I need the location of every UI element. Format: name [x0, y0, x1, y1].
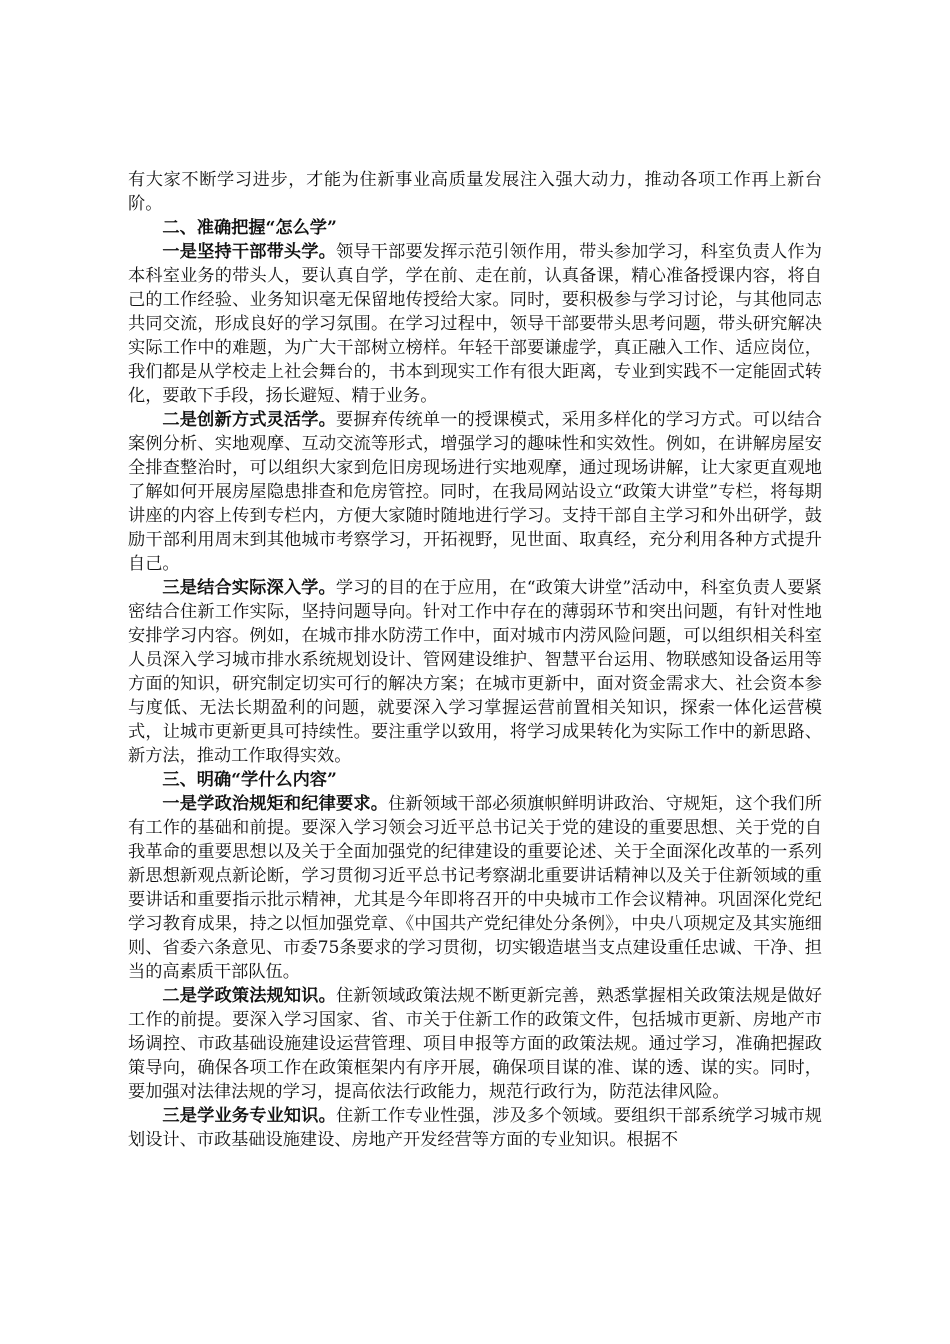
section2-item-3-text: 学习的目的在于应用，在“政策大讲堂”活动中，科室负责人要紧密结合住新工作实际，坚持问题导向。针对工作中存在的薄弱环节和突出问题，有针对性地安排学习内容。例如，在城市排水防涝工作中，面对城市内涝风险问题，可以组织相关科室人员深入学习城市排水系统规划设计、管网建设维护、智慧平台运用、物联感知设备运用等方面的知识，研究制定切实可行的解决方案；在城市更新中，面对资金需求大、社会资本参与度低、无法长期盈利的问题，就要深入学习掌握运营前置相关知识，探索一体化运营模式，让城市更新更具可持续性。要注重学以致用，将学习成果转化为实际工作中的新思路、新方法，推动工作取得实效。	[128, 578, 822, 766]
section3-item-3-lead: 三是学业务专业知识。	[162, 1106, 337, 1126]
section3-item-2-lead: 二是学政策法规知识。	[162, 986, 337, 1006]
intro-tail-paragraph: 有大家不断学习进步，才能为住新事业高质量发展注入强大动力，推动各项工作再上新台阶。	[128, 170, 822, 214]
section2-heading: 二、准确把握“怎么学”	[162, 218, 337, 238]
section3-item-2	[128, 984, 822, 1104]
section3-item-1	[128, 792, 822, 984]
section2-item-2-lead: 二是创新方式灵活学。	[162, 410, 337, 430]
section3-item-2-text: 住新领域政策法规不断更新完善，熟悉掌握相关政策法规是做好工作的前提。要深入学习国家、省、市关于住新工作的政策文件，包括城市更新、房地产市场调控、市政基础设施建设运营管理、项目申报等方面的政策法规。通过学习，准确把握政策导向，确保各项工作在政策框架内有序开展，确保项目谋的准、谋的透、谋的实。同时，要加强对法律法规的学习，提高依法行政能力，规范行政行为，防范法律风险。	[128, 986, 822, 1102]
section2-item-1-text: 领导干部要发挥示范引领作用，带头参加学习，科室负责人作为本科室业务的带头人，要认真自学，学在前、走在前，认真备课，精心准备授课内容，将自己的工作经验、业务知识毫无保留地传授给大家。同时，要积极参与学习讨论，与其他同志共同交流，形成良好的学习氛围。在学习过程中，领导干部要带头思考问题，带头研究解决实际工作中的难题，为广大干部树立榜样。年轻干部要谦虚学，真正融入工作、适应岗位，我们都是从学校走上社会舞台的，书本到现实工作有很大距离，专业到实践不一定能固式转化，要敢下手段，扬长避短、精于业务。	[128, 242, 822, 406]
section3-heading: 三、明确“学什么内容”	[162, 770, 337, 790]
section3-item-1-lead: 一是学政治规矩和纪律要求。	[162, 794, 389, 814]
section2-item-3-lead: 三是结合实际深入学。	[162, 578, 336, 598]
section3-item-3-text: 住新工作专业性强，涉及多个领域。要组织干部系统学习城市规划设计、市政基础设施建设、房地产开发经营等方面的专业知识。根据不	[128, 1106, 822, 1150]
section2-item-2-text: 要摒弃传统单一的授课模式，采用多样化的学习方式。可以结合案例分析、实地观摩、互动交流等形式，增强学习的趣味性和实效性。例如，在讲解房屋安全排查整治时，可以组织大家到危旧房现场进行实地观摩，通过现场讲解，让大家更直观地了解如何开展房屋隐患排查和危房管控。同时，在我局网站设立“政策大讲堂”专栏，将每期讲座的内容上传到专栏内，方便大家随时随地进行学习。支持干部自主学习和外出研学，鼓励干部利用周末到其他城市考察学习，开拓视野，见世面、取真经，充分利用各种方式提升自己。	[128, 410, 822, 574]
document-page	[128, 168, 822, 1152]
section2-item-2	[128, 408, 822, 576]
section2-item-1-lead: 一是坚持干部带头学。	[162, 242, 337, 262]
section3-item-3	[128, 1104, 822, 1152]
section3-item-1-text: 住新领域干部必须旗帜鲜明讲政治、守规矩，这个我们所有工作的基础和前提。要深入学习领会习近平总书记关于党的建设的重要思想、关于党的自我革命的重要思想以及关于全面加强党的纪律建设的重要论述、关于全面深化改革的一系列新思想新观点新论断，学习贯彻习近平总书记考察湖北重要讲话精神以及关于住新领域的重要讲话和重要指示批示精神，尤其是今年即将召开的中央城市工作会议精神。巩固深化党纪学习教育成果，持之以恒加强党章、《中国共产党纪律处分条例》，中央八项规定及其实施细则、省委六条意见、市委75条要求的学习贯彻，切实锻造堪当支点建设重任忠诚、干净、担当的高素质干部队伍。	[128, 794, 822, 982]
section2-item-1	[128, 240, 822, 408]
section2-item-3	[128, 576, 822, 768]
